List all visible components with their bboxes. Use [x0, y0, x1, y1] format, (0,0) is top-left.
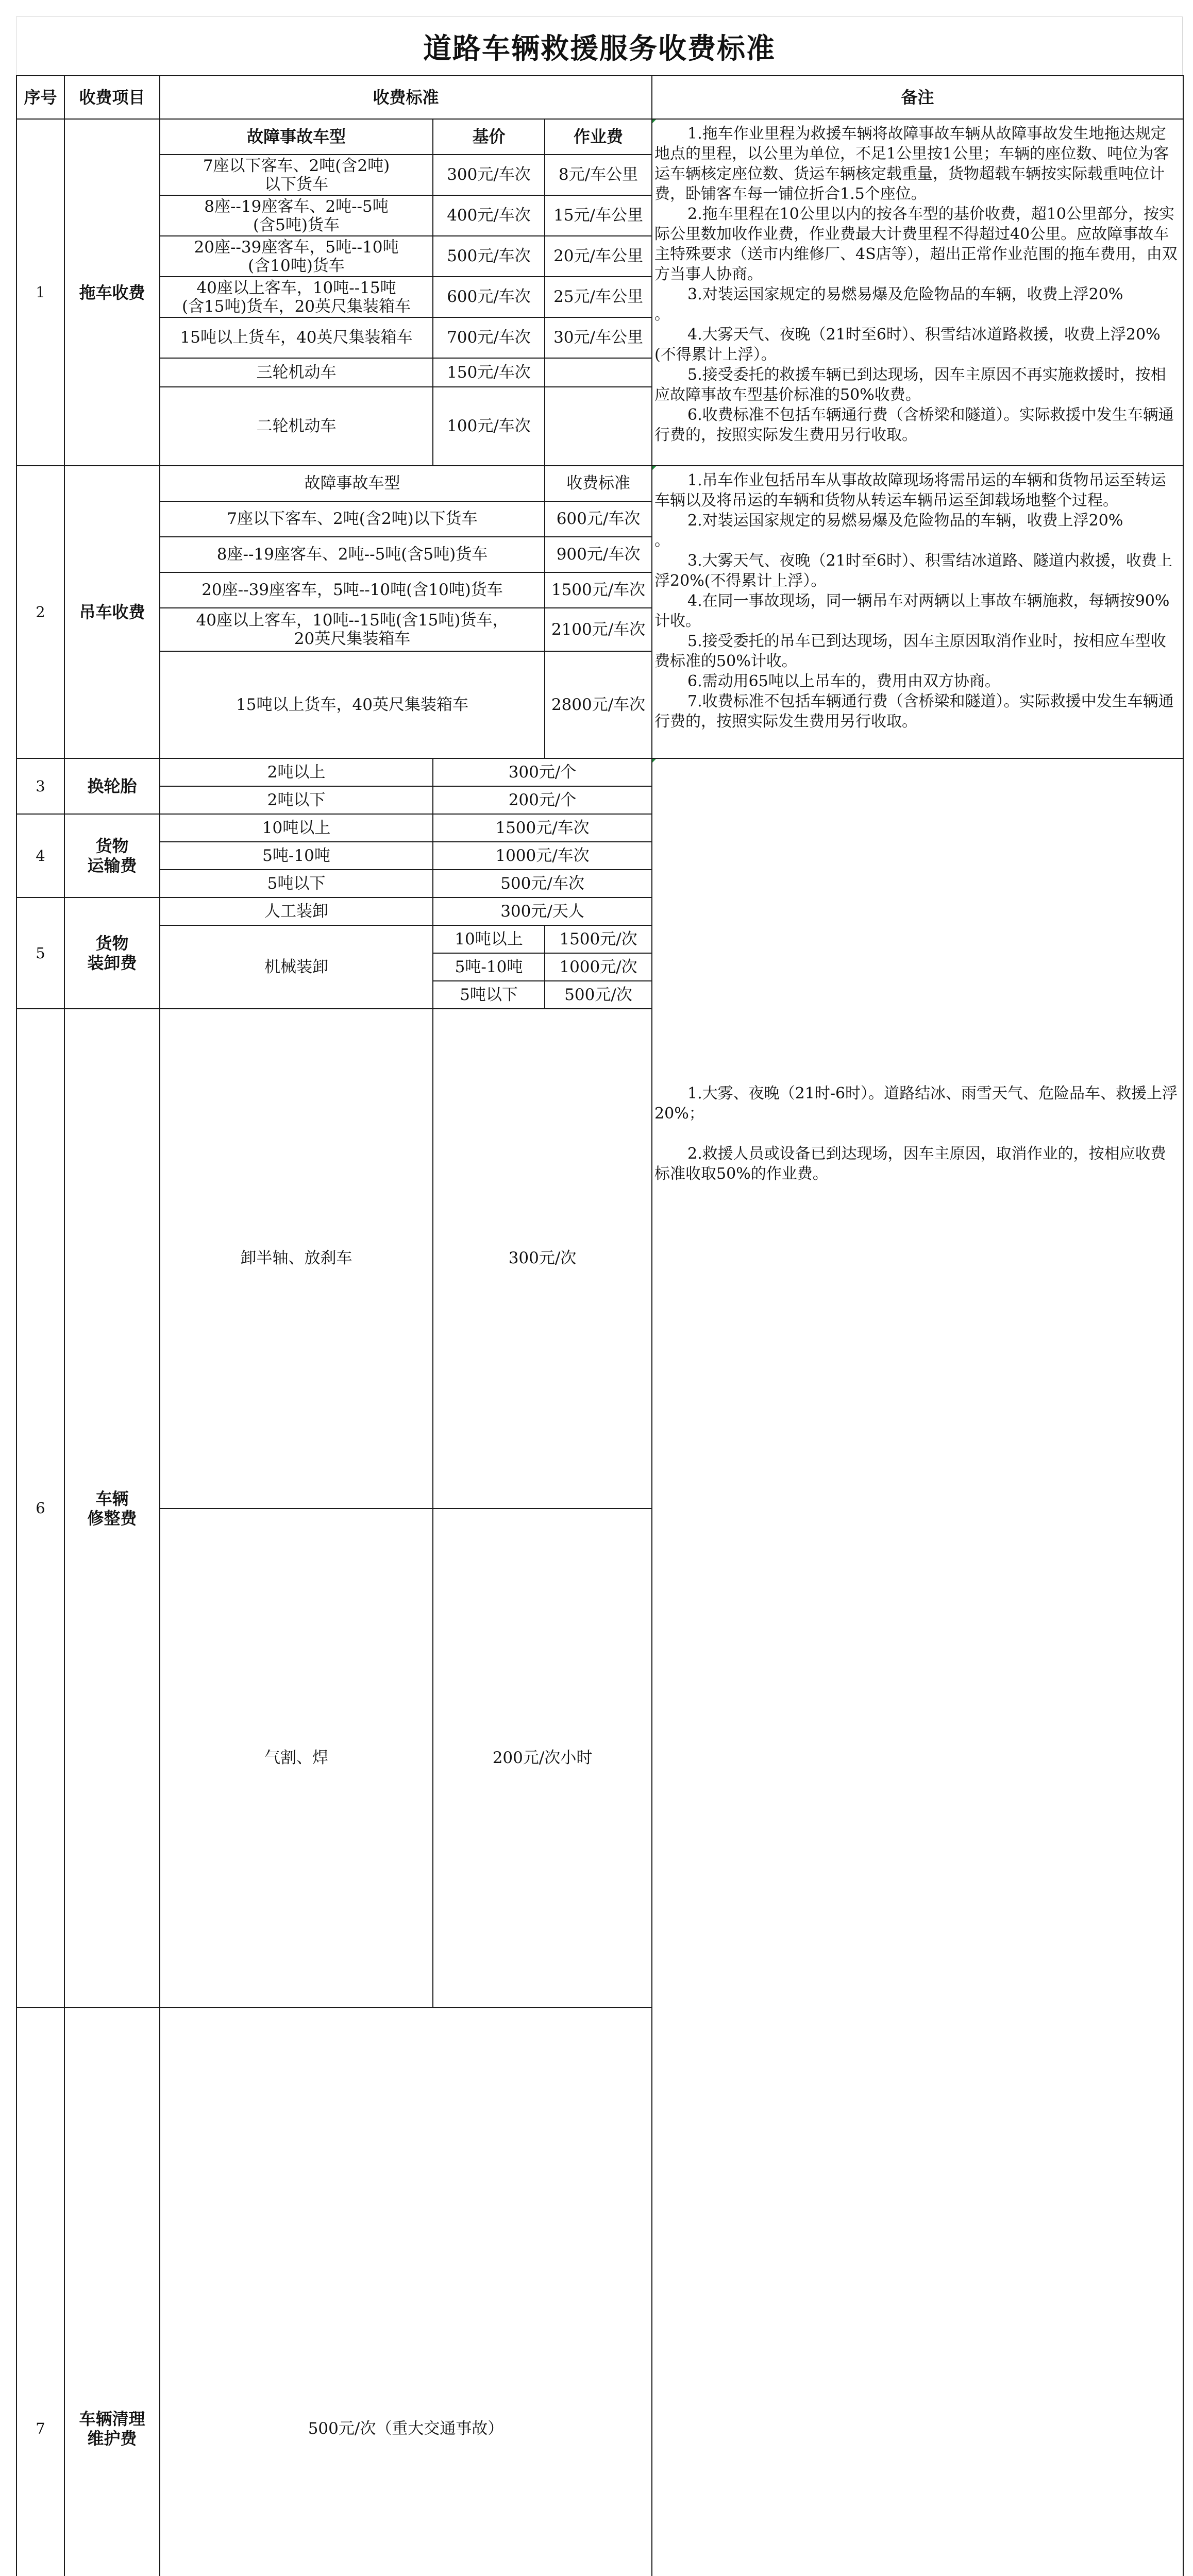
towing-col-op: 作业费 — [545, 119, 652, 155]
towing-type: 二轮机动车 — [160, 387, 433, 466]
loading-mech-type: 5吨-10吨 — [433, 953, 545, 981]
header-standard: 收费标准 — [160, 76, 652, 119]
loading-mech-fee: 1500元/次 — [545, 925, 652, 953]
towing-base: 500元/车次 — [433, 236, 545, 277]
towing-type: 8座--19座客车、2吨--5吨 (含5吨)货车 — [160, 195, 433, 236]
transport-type: 5吨以下 — [160, 870, 433, 897]
transport-type: 10吨以上 — [160, 814, 433, 842]
towing-op — [545, 358, 652, 387]
towing-note: 6.收费标准不包括车辆通行费（含桥梁和隧道）。实际救援中发生车辆通行费的，按照实际发生费用另行收取。 — [654, 406, 1174, 444]
repair-seq: 6 — [16, 1009, 64, 2008]
transport-fee: 1500元/车次 — [433, 814, 652, 842]
towing-note: 1.拖车作业里程为救援车辆将故障事故车辆从故障事故发生地拖达规定地点的里程，以公里为单位，不足1公里按1公里；车辆的座位数、吨位为客运车辆核定座位数、货运车辆核定载重量，货物超载车辆按实际载重吨位计费，卧铺客车每一铺位折合1.5个座位。 — [654, 125, 1169, 203]
tire-seq: 3 — [16, 758, 64, 814]
crane-type: 40座以上客车，10吨--15吨(含15吨)货车， 20英尺集装箱车 — [160, 608, 545, 651]
crane-type: 7座以下客车、2吨(含2吨)以下货车 — [160, 501, 545, 537]
towing-type: 15吨以上货车，40英尺集装箱车 — [160, 317, 433, 358]
crane-col-type: 故障事故车型 — [160, 466, 545, 501]
other-note: 1.大雾、夜晚（21时-6时）。道路结冰、雨雪天气、危险品车、救援上浮20%； — [654, 1084, 1178, 1123]
crane-note: 2.对装运国家规定的易燃易爆及危险物品的车辆，收费上浮20% 。 — [654, 512, 1123, 550]
crane-item: 吊车收费 — [64, 466, 160, 758]
header-seq: 序号 — [16, 76, 64, 119]
crane-subheader-row — [16, 466, 1183, 501]
towing-base: 300元/车次 — [433, 155, 545, 195]
crane-fee: 2800元/车次 — [545, 651, 652, 758]
loading-mech-type: 10吨以上 — [433, 925, 545, 953]
cleaning-item: 车辆清理 维护费 — [64, 2008, 160, 2576]
towing-base: 150元/车次 — [433, 358, 545, 387]
fee-table — [16, 75, 1184, 2576]
towing-notes — [652, 119, 1183, 466]
towing-base: 600元/车次 — [433, 277, 545, 317]
tire-fee: 200元/个 — [433, 786, 652, 814]
crane-fee: 1500元/车次 — [545, 572, 652, 608]
towing-op: 30元/车公里 — [545, 317, 652, 358]
towing-type: 三轮机动车 — [160, 358, 433, 387]
crane-note: 6.需动用65吨以上吊车的，费用由双方协商。 — [687, 672, 1000, 690]
towing-subheader-row — [16, 119, 1183, 155]
page-title: 道路车辆救援服务收费标准 — [423, 32, 776, 65]
crane-seq: 2 — [16, 466, 64, 758]
loading-mech-label: 机械装卸 — [160, 925, 433, 1009]
table-row — [16, 2008, 1183, 2576]
crane-note: 1.吊车作业包括吊车从事故故障现场将需吊运的车辆和货物吊运至转运车辆以及将吊运的车辆和货物从转运车辆吊运至卸载场地整个过程。 — [654, 471, 1166, 510]
title-row — [16, 16, 1183, 75]
crane-col-fee: 收费标准 — [545, 466, 652, 501]
other-note: 2.救援人员或设备已到达现场，因车主原因，取消作业的，按相应收费标准收取50%的作业费。 — [654, 1144, 1166, 1183]
towing-type: 7座以下客车、2吨(含2吨) 以下货车 — [160, 155, 433, 195]
other-notes — [652, 758, 1183, 1509]
cleaning-seq: 7 — [16, 2008, 64, 2576]
towing-note: 5.接受委托的救援车辆已到达现场，因车主原因不再实施救援时，按相应故障事故车型基价标准的50%收费。 — [654, 366, 1166, 404]
crane-note: 3.大雾天气、夜晚（21时至6时）、积雪结冰道路、隧道内救援，收费上浮20%(不得累计上浮）。 — [654, 552, 1172, 590]
towing-op: 25元/车公里 — [545, 277, 652, 317]
fee-sheet — [16, 16, 1183, 2449]
towing-seq: 1 — [16, 119, 64, 466]
loading-manual-type: 人工装卸 — [160, 897, 433, 925]
towing-type: 40座以上客车，10吨--15吨 (含15吨)货车，20英尺集装箱车 — [160, 277, 433, 317]
crane-fee: 600元/车次 — [545, 501, 652, 537]
table-row — [16, 758, 1183, 786]
transport-seq: 4 — [16, 814, 64, 897]
repair-type: 气割、焊 — [160, 1509, 433, 2008]
tire-fee: 300元/个 — [433, 758, 652, 786]
crane-note: 5.接受委托的吊车已到达现场，因车主原因取消作业时，按相应车型收费标准的50%计收。 — [654, 632, 1166, 670]
tire-type: 2吨以下 — [160, 786, 433, 814]
crane-fee: 2100元/车次 — [545, 608, 652, 651]
crane-fee: 900元/车次 — [545, 537, 652, 572]
towing-col-type: 故障事故车型 — [160, 119, 433, 155]
crane-notes — [652, 466, 1183, 758]
towing-op — [545, 387, 652, 466]
loading-mech-type: 5吨以下 — [433, 981, 545, 1009]
crane-note: 7.收费标准不包括车辆通行费（含桥梁和隧道）。实际救援中发生车辆通行费的，按照实际发生费用另行收取。 — [654, 692, 1174, 731]
cleaning-fee: 500元/次（重大交通事故） — [160, 2008, 652, 2576]
crane-note: 4.在同一事故现场，同一辆吊车对两辆以上事故车辆施救，每辆按90%计收。 — [654, 592, 1170, 630]
header-row — [16, 76, 1183, 119]
transport-fee: 1000元/车次 — [433, 842, 652, 870]
loading-mech-fee: 500元/次 — [545, 981, 652, 1009]
towing-item: 拖车收费 — [64, 119, 160, 466]
header-remarks: 备注 — [652, 76, 1183, 119]
transport-item: 货物 运输费 — [64, 814, 160, 897]
towing-op: 20元/车公里 — [545, 236, 652, 277]
repair-item: 车辆 修整费 — [64, 1009, 160, 2008]
towing-base: 700元/车次 — [433, 317, 545, 358]
towing-base: 100元/车次 — [433, 387, 545, 466]
loading-manual-fee: 300元/天人 — [433, 897, 652, 925]
crane-type: 8座--19座客车、2吨--5吨(含5吨)货车 — [160, 537, 545, 572]
loading-seq: 5 — [16, 897, 64, 1009]
header-item: 收费项目 — [64, 76, 160, 119]
repair-fee: 300元/次 — [433, 1009, 652, 1509]
repair-type: 卸半轴、放刹车 — [160, 1009, 433, 1509]
crane-type: 20座--39座客车，5吨--10吨(含10吨)货车 — [160, 572, 545, 608]
towing-op: 8元/车公里 — [545, 155, 652, 195]
transport-type: 5吨-10吨 — [160, 842, 433, 870]
towing-note: 3.对装运国家规定的易燃易爆及危险物品的车辆，收费上浮20% 。 — [654, 285, 1123, 324]
loading-mech-fee: 1000元/次 — [545, 953, 652, 981]
towing-base: 400元/车次 — [433, 195, 545, 236]
table-row — [16, 1509, 1183, 2008]
loading-item: 货物 装卸费 — [64, 897, 160, 1009]
towing-note: 4.大雾天气、夜晚（21时至6时）、积雪结冰道路救援，收费上浮20%(不得累计上浮）。 — [654, 326, 1161, 364]
tire-type: 2吨以上 — [160, 758, 433, 786]
towing-op: 15元/车公里 — [545, 195, 652, 236]
tire-item: 换轮胎 — [64, 758, 160, 814]
towing-col-base: 基价 — [433, 119, 545, 155]
towing-type: 20座--39座客车，5吨--10吨 (含10吨)货车 — [160, 236, 433, 277]
transport-fee: 500元/车次 — [433, 870, 652, 897]
towing-note: 2.拖车里程在10公里以内的按各车型的基价收费，超10公里部分，按实际公里数加收作业费，作业费最大计费里程不得超过40公里。应故障事故车主特殊要求（送市内维修厂、4S店等），超出正常作业范围的拖车费用，由双方当事人协商。 — [654, 205, 1178, 283]
repair-fee: 200元/次小时 — [433, 1509, 652, 2008]
crane-type: 15吨以上货车，40英尺集装箱车 — [160, 651, 545, 758]
